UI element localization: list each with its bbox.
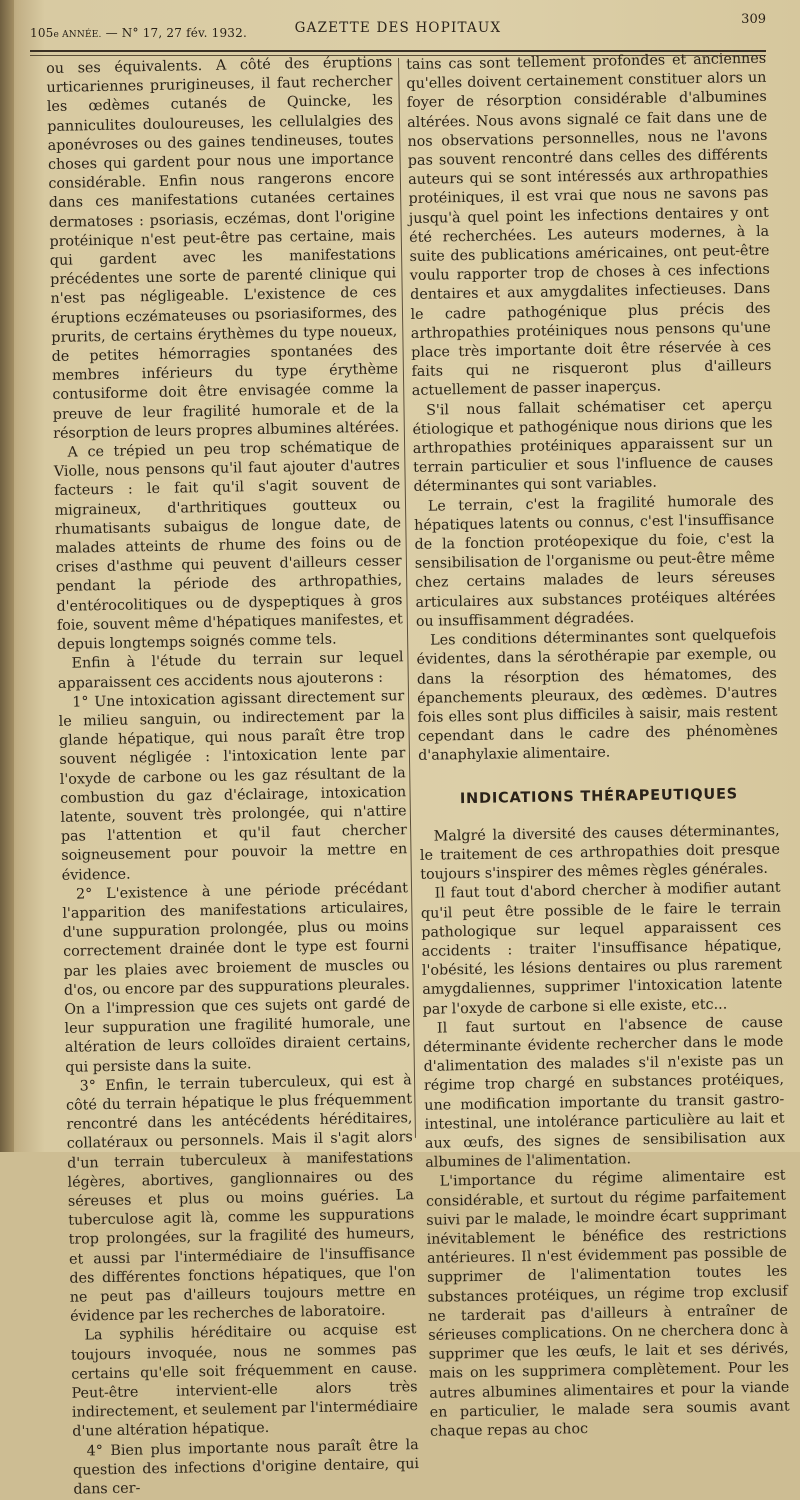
paragraph: tains cas sont tellement profondes et anciennes qu'elles doivent certainement constituer alors un foyer de résorption considérable d'albumines altérées. Nous avons signalé ce fait dans une de nos observations personnelles, nous ne l'avons pas souvent rencontré dans celles des différents auteurs qui se sont intéressés aux arthropathies protéiniques, il est vrai que nous ne savons pas jusqu'à quel point les infections dentaires y ont été recherchées. Les auteurs modernes, à la suite des publications américaines, ont peut-être voulu rapporter trop de choses à ces infections dentaires et aux amygdalites infectieuses. Dans le cadre pathogénique plus précis des arthropathies protéiniques nous pensons qu'une place très importante doit être réservée à ces faits qui ne risqueront plus d'ailleurs actuellement de passer inaperçus.	[406, 50, 772, 400]
paragraph: 1° Une intoxication agissant directement sur le milieu sanguin, ou indirectement par la glande hépatique, qui nous paraît être trop souvent négligée : l'intoxication lente par l'oxyde de carbone ou les gaz résultant de la combustion du gaz d'éclairage, intoxication latente, souvent très prolongée, qui n'attire pas l'attention et qu'il faut chercher soigneusement pour pouvoir la mettre en évidence.	[58, 687, 408, 884]
paragraph: A ce trépied un peu trop schématique de Violle, nous pensons qu'il faut ajouter d'autres facteurs : le fait qu'il s'agit souvent de migraineux, d'arthritiques goutteux ou rhumatisants subaigus de longue date, de malades atteints de rhume des foins ou de crises d'asthme qui peuvent d'ailleurs cesser pendant la période des arthropathies, d'entérocolitiques ou de dyspeptiques à gros foie, souvent même d'hépatiques manifestes, et depuis longtemps soignés comme tels.	[53, 438, 403, 653]
right-column	[406, 50, 790, 1440]
running-header	[30, 8, 766, 52]
paragraph: L'importance du régime alimentaire est considérable, et surtout du régime parfaitement suivi par le malade, le moindre écart supprimant inévitablement le bénéfice des restrictions antérieures. Il n'est évidemment pas possible de supprimer de l'alimentation toutes les substances protéiques, un régime trop exclusif ne tarderait pas d'ailleurs à entraîner de sérieuses complications. On ne cherchera donc à supprimer que les œufs, le lait et ses dérivés, mais on les supprimera complètement. Pour les autres albumines alimentaires et pour la viande en particulier, le malade sera soumis avant chaque repas au choc	[425, 1167, 790, 1440]
paragraph: Malgré la diversité des causes déterminantes, le traitement de ces arthropathies doit presque toujours s'inspirer des mêmes règles générales.	[419, 822, 781, 883]
paragraph: ou ses équivalents. A côté des éruptions urticariennes prurigineuses, il faut rechercher les œdèmes cutanés de Quincke, les panniculites douloureuses, les cellulalgies des aponévroses ou des gaines tendineuses, toutes choses qui gardent pour nous une importance considérable. Enfin nous rangerons encore dans ces manifestations cutanées certaines dermatoses : psoriasis, eczémas, dont l'origine protéinique n'est peut-être pas certaine, mais qui gardent avec les manifestations précédentes une sorte de parenté clinique qui n'est pas négligeable. L'existence de ces éruptions eczémateuses ou psoriasiformes, des prurits, de certains érythèmes du type noueux, de petites hémorragies spontanées des membres inférieurs du type érythème contusiforme doit être envisagée comme la preuve de leur fragilité humorale et de la résorption de leurs propres albumines altérées.	[46, 54, 400, 442]
page-number: 309	[741, 12, 766, 27]
paragraph: Le terrain, c'est la fragilité humorale des hépatiques latents ou connus, c'est l'insuffisance de la fonction protéopexique du foie, c'est la sensibilisation de l'organisme ou peut-être même chez certains malades de leurs séreuses articulaires aux substances protéiques altérées ou insuffisamment dégradées.	[414, 492, 776, 630]
year-number: 105	[30, 26, 54, 40]
paragraph: 4° Bien plus importante nous paraît être la question des infections d'origine dentaire, qui dans cer-	[72, 1436, 420, 1498]
year-suffix: e ANNÉE.	[53, 30, 102, 40]
issue-info: — N° 17, 27 fév. 1932.	[101, 26, 247, 40]
binding-edge	[0, 0, 14, 1152]
paragraph: La syphilis héréditaire ou acquise est toujours invoquée, nous ne sommes pas certains qu'elle soit fréquemment en cause. Peut-être intervient-elle alors très indirectement, et seulement par l'intermédiaire d'une altération hépatique.	[70, 1321, 419, 1441]
paragraph: Il faut surtout en l'absence de cause déterminante évidente rechercher dans le mode d'alimentation des malades s'il n'existe pas un régime trop chargé en substances protéiques, une modification importante du transit gastro-intestinal, une intolérance particulière au lait et aux œufs, des signes de sensibilisation aux albumines de l'alimentation.	[423, 1014, 786, 1172]
paragraph: 3° Enfin, le terrain tuberculeux, qui est à côté du terrain hépatique le plus fréquemment rencontré dans les antécédents héréditaires, collatéraux ou personnels. Mais il s'agit alors d'un terrain tuberculeux à manifestations légères, abortives, ganglionnaires ou des séreuses et plus ou moins guéries. La tuberculose agit là, comme les suppurations trop prolongées, sur la fragilité des humeurs, et aussi par l'intermédiaire de l'insuffisance des différentes fonctions hépatiques, que l'on ne peut pas d'ailleurs toujours mettre en évidence par les recherches de laboratoire.	[65, 1071, 416, 1325]
paragraph: Les conditions déterminantes sont quelquefois évidentes, dans la sérothérapie par exemple, ou dans la résorption des hématomes, des épanchements pleuraux, des œdèmes. D'autres fois elles sont plus difficiles à saisir, mais restent cependant dans le cadre des phénomènes d'anaphylaxie alimentaire.	[416, 626, 778, 765]
paragraph: S'il nous fallait schématiser cet aperçu étiologique et pathogénique nous dirions que les arthropathies protéiniques apparaissent sur un terrain particulier et sous l'influence de causes déterminantes qui sont variables.	[412, 396, 774, 496]
section-heading: INDICATIONS THÉRAPEUTIQUES	[459, 785, 739, 807]
paragraph: 2° L'existence à une période précédant l'apparition des manifestations articulaires, d'une suppuration prolongée, plus ou moins correctement drainée dont le type est fourni par les plaies avec broiement de muscles ou d'os, ou encore par des suppurations pleurales. On a l'impression que ces sujets ont gardé de leur suppuration une fragilité humorale, une altération de leurs colloïdes diraient certains, qui persiste dans la suite.	[62, 879, 412, 1076]
left-column	[46, 53, 420, 1498]
paragraph: Enfin à l'étude du terrain sur lequel apparaissent ces accidents nous ajouterons :	[57, 649, 404, 692]
paragraph: Il faut tout d'abord chercher à modifier autant qu'il peut être possible de le faire le terrain pathologique sur lequel apparaissent ces accidents : traiter l'insuffisance hépatique, l'obésité, les lésions dentaires ou plus rarement amygdaliennes, supprimer l'intoxication latente par l'oxyde de carbone si elle existe, etc...	[420, 879, 783, 1018]
journal-title: GAZETTE DES HOPITAUX	[294, 20, 502, 36]
